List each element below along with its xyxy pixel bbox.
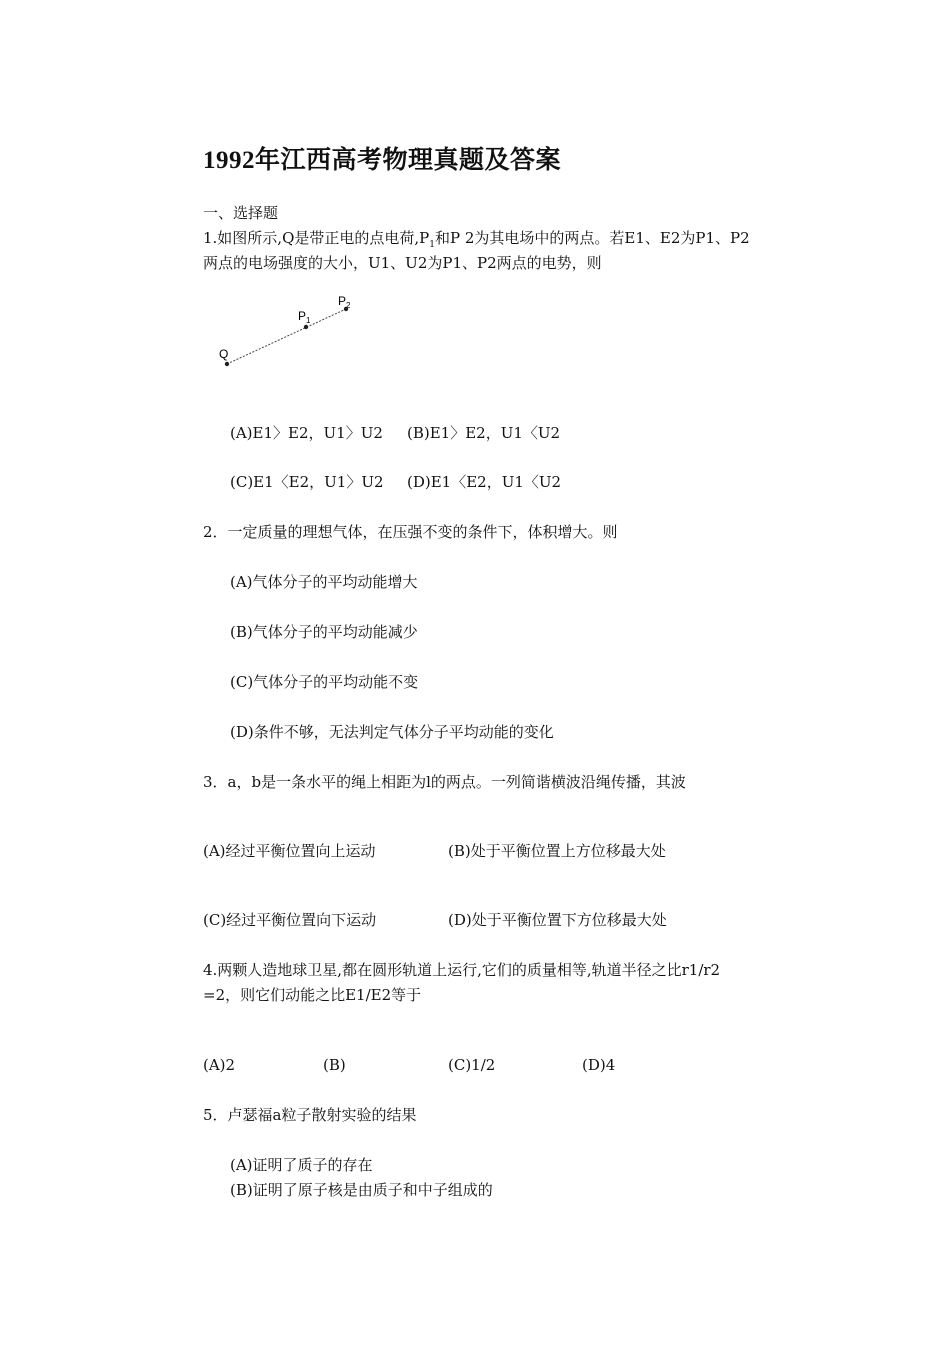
q2-stem: 2．一定质量的理想气体，在压强不变的条件下，体积增大。则 [203,523,618,541]
label-p1 [298,309,311,325]
q2-option-b: (B)气体分子的平均动能减少 [230,623,418,641]
q3-option-a: (A)经过平衡位置向上运动 [203,842,376,860]
q3-option-c: (C)经过平衡位置向下运动 [203,911,377,929]
point-p1 [304,325,308,329]
section-heading: 一、选择题 [203,204,279,222]
q1-stem-sub: 1 [429,240,435,250]
q3-option-b: (B)处于平衡位置上方位移最大处 [448,842,666,860]
q3-stem: 3．a，b是一条水平的绳上相距为l的两点。一列简谐横波沿绳传播，其波 [203,773,686,791]
q5-option-b: (B)证明了原子核是由质子和中子组成的 [230,1181,493,1199]
q4-stem-line1: 4.两颗人造地球卫星,都在圆形轨道上运行,它们的质量相等,轨道半径之比r1/r2 [203,961,721,979]
point-q [225,362,229,366]
q2-option-c: (C)气体分子的平均动能不变 [230,673,419,691]
label-p2-sub: 2 [346,301,351,310]
q2-option-a: (A)气体分子的平均动能增大 [230,573,418,591]
q1-stem-text: 1.如图所示,Q是带正电的点电荷,P [203,229,430,247]
q1-option-c: (C)E1〈E2，U1〉U2 [230,473,384,491]
q4-stem-line2: =2，则它们动能之比E1/E2等于 [203,986,422,1004]
q3-option-d: (D)处于平衡位置下方位移最大处 [448,911,667,929]
q1-stem-text-rest: 和P 2为其电场中的两点。若E1、E2为P1、P2 [434,229,750,247]
q4-option-a: (A)2 [203,1056,236,1074]
label-q: Q [219,347,229,361]
q4-option-c: (C)1/2 [448,1056,496,1074]
q1-option-b: (B)E1〉E2，U1〈U2 [407,424,561,442]
q4-option-d: (D)4 [582,1056,616,1074]
label-p2 [338,294,351,310]
q1-figure [212,292,364,372]
label-p1-sub: 1 [306,316,311,325]
q1-option-a: (A)E1〉E2，U1〉U2 [230,424,383,442]
label-p1-main: P [298,309,307,323]
q1-stem-line2: 两点的电场强度的大小，U1、U2为P1、P2两点的电势，则 [203,254,602,272]
q4-option-b: (B) [323,1056,346,1074]
q2-option-d: (D)条件不够，无法判定气体分子平均动能的变化 [230,723,554,741]
field-line [227,309,346,364]
page-title: 1992年江西高考物理真题及答案 [203,147,562,174]
label-p2-main: P [338,294,347,308]
q5-option-a: (A)证明了质子的存在 [230,1156,373,1174]
q5-stem: 5．卢瑟福a粒子散射实验的结果 [203,1106,417,1124]
q1-option-d: (D)E1〈E2，U1〈U2 [407,473,562,491]
q1-stem-line1 [203,229,750,254]
charge-field-diagram [212,292,364,372]
